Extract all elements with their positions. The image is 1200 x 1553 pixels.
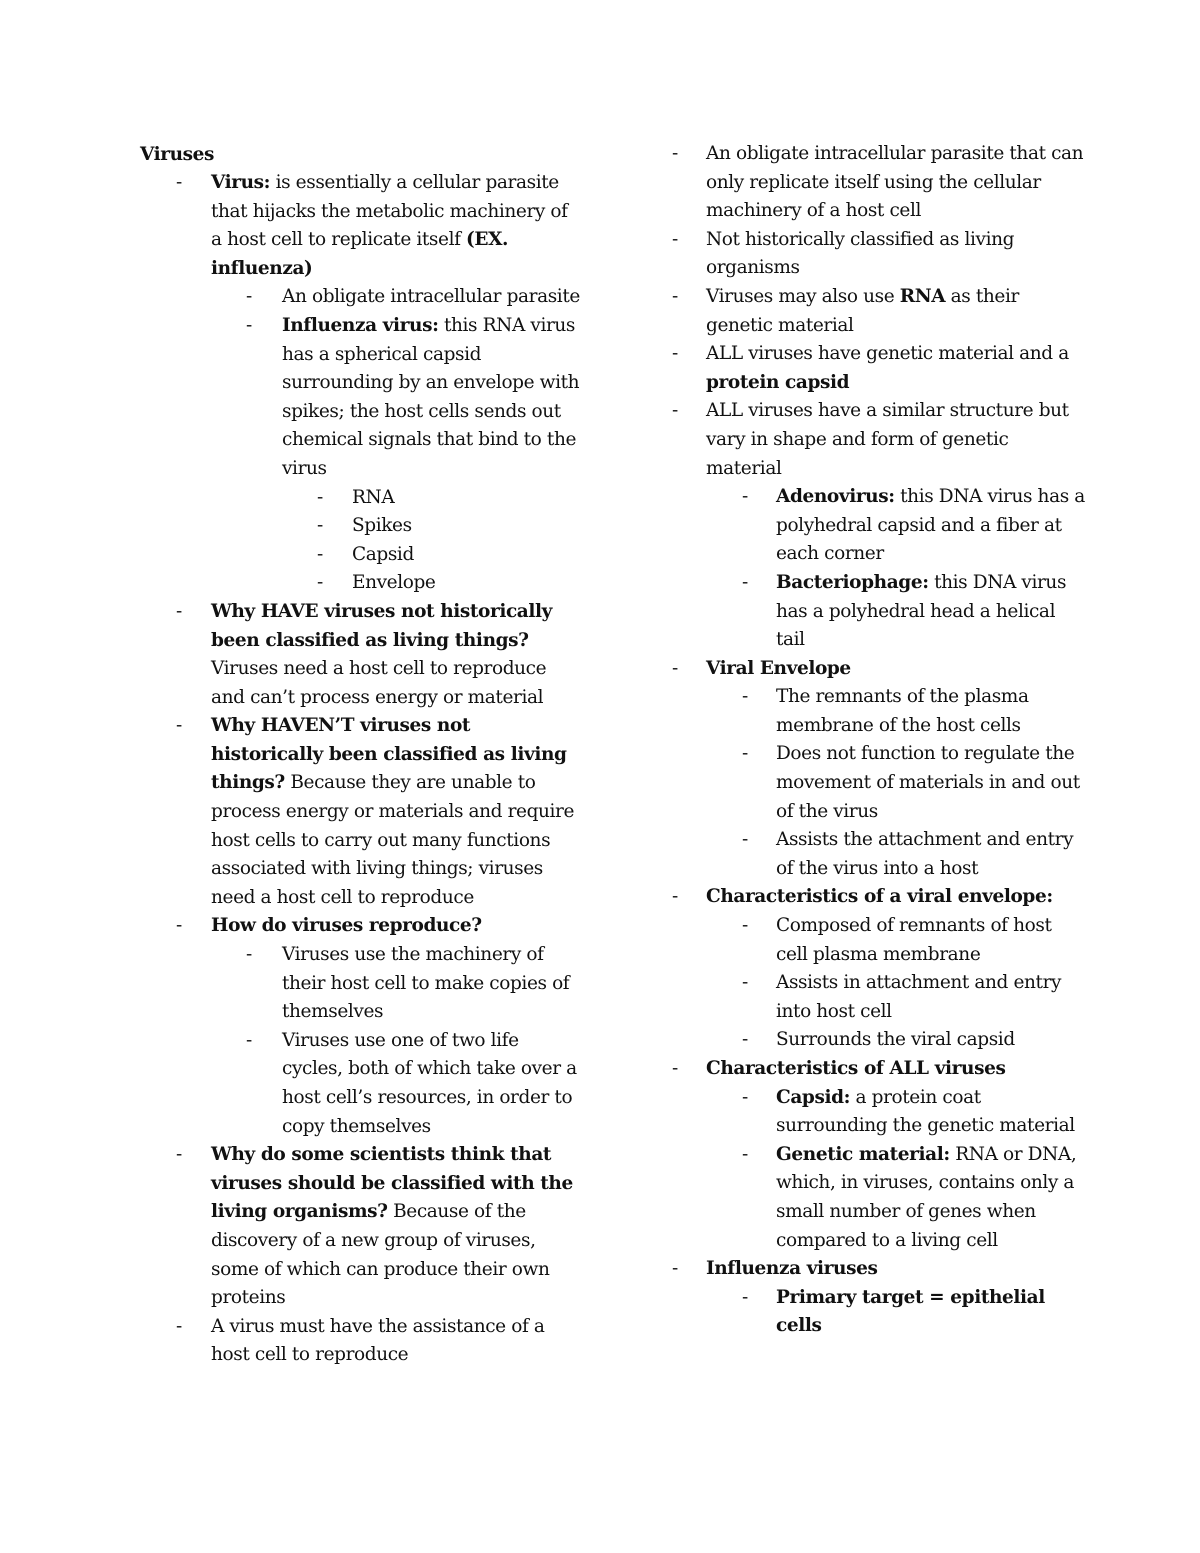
- list-item: [140, 569, 580, 598]
- list-item: [140, 598, 580, 712]
- left-column: [140, 140, 580, 1370]
- bullet-dash: -: [246, 314, 252, 336]
- item-text: Not historically classified as living organisms: [706, 228, 1015, 279]
- bullet-dash: -: [317, 543, 323, 565]
- bold-term: (EX. influenza): [211, 229, 509, 279]
- bullet-dash: -: [672, 886, 678, 908]
- bullet-dash: -: [246, 286, 252, 308]
- list-item: [668, 655, 1088, 684]
- bold-term: Virus:: [211, 172, 271, 193]
- bullet-dash: -: [742, 686, 748, 708]
- bold-term: protein capsid: [706, 371, 850, 393]
- list-item: [668, 140, 1088, 226]
- bold-term: Characteristics of ALL viruses: [706, 1058, 1006, 1079]
- item-text: this DNA virus has a polyhedral head a helical tail: [776, 571, 1067, 651]
- bullet-dash: -: [672, 343, 678, 365]
- bold-term: How do viruses reproduce?: [211, 915, 482, 937]
- list-item: [668, 483, 1088, 569]
- list-item: [140, 312, 580, 484]
- list-item: [668, 683, 1088, 740]
- item-text: Spikes: [352, 515, 412, 537]
- item-text: Assists the attachment and entry of the virus into a host: [776, 829, 1074, 879]
- list-item: [668, 826, 1088, 883]
- bullet-dash: -: [176, 600, 182, 622]
- item-text: a protein coat surrounding the genetic material: [776, 1086, 1075, 1137]
- list-item: [668, 1255, 1088, 1284]
- item-text: An obligate intracellular parasite that can only replicate itself using the cellular machinery of a host cell: [706, 143, 1084, 222]
- bullet-dash: -: [176, 172, 182, 193]
- item-text: this RNA virus has a spherical capsid surrounding by an envelope with spikes; the host cells sends out chemical signals that bind to the virus: [282, 314, 580, 479]
- right-bullet-list: [668, 140, 1088, 1341]
- list-item: [668, 740, 1088, 826]
- bold-term: Why do some scientists think that viruses should be classified with the living organisms?: [211, 1144, 573, 1223]
- left-bullet-list: [140, 169, 580, 1370]
- bullet-dash: -: [672, 228, 678, 250]
- list-item: [668, 883, 1088, 912]
- bullet-dash: -: [246, 1029, 252, 1051]
- list-item: [668, 340, 1088, 397]
- bullet-dash: -: [742, 743, 748, 765]
- item-text: Surrounds the viral capsid: [776, 1029, 1015, 1051]
- bullet-dash: -: [742, 829, 748, 851]
- bold-term: Characteristics of a viral envelope:: [706, 886, 1053, 908]
- bullet-dash: -: [672, 143, 678, 164]
- list-item: [668, 283, 1088, 340]
- bullet-dash: -: [742, 571, 748, 593]
- item-text: Viruses use one of two life cycles, both of which take over a host cell’s resources, in order to copy themselves: [282, 1029, 577, 1137]
- list-item: [668, 912, 1088, 969]
- bullet-dash: -: [742, 1086, 748, 1108]
- bullet-dash: -: [672, 1258, 678, 1280]
- list-item: [140, 169, 580, 283]
- bold-term: RNA: [899, 285, 946, 307]
- bullet-dash: -: [672, 1058, 678, 1079]
- item-text: ALL viruses have genetic material and a: [706, 343, 1069, 365]
- bold-term: Genetic material:: [776, 1143, 950, 1165]
- item-text: ALL viruses have a similar structure but vary in shape and form of genetic material: [706, 400, 1069, 479]
- list-item: [668, 1141, 1088, 1255]
- item-text: An obligate intracellular parasite: [282, 286, 580, 308]
- bullet-dash: -: [317, 515, 323, 537]
- bold-term: Influenza viruses: [706, 1258, 878, 1280]
- bullet-dash: -: [672, 657, 678, 679]
- list-item: [140, 484, 580, 513]
- bold-term: Why HAVE viruses not historically been classified as living things?: [211, 600, 553, 651]
- bold-term: Adenovirus:: [776, 486, 895, 508]
- list-item: [140, 912, 580, 941]
- right-column: [668, 140, 1088, 1341]
- bullet-dash: -: [246, 944, 252, 966]
- bullet-dash: -: [176, 1315, 182, 1337]
- list-item: [668, 569, 1088, 655]
- bold-term: Capsid:: [776, 1086, 851, 1108]
- bullet-dash: -: [317, 486, 323, 508]
- list-item: [668, 226, 1088, 283]
- list-item: [668, 1026, 1088, 1055]
- list-item: [668, 1284, 1088, 1341]
- bold-term: Bacteriophage:: [776, 571, 929, 593]
- list-item: [140, 712, 580, 912]
- list-item: [140, 1141, 580, 1313]
- list-item: [668, 1055, 1088, 1084]
- item-text: this DNA virus has a polyhedral capsid and a fiber at each corner: [776, 486, 1085, 565]
- bold-term: Why HAVEN’T viruses not historically been classified as living things?: [211, 715, 567, 794]
- bold-term: Primary target = epithelial cells: [776, 1286, 1045, 1337]
- item-text: Viruses may also use: [706, 285, 900, 307]
- bullet-dash: -: [742, 915, 748, 937]
- bullet-dash: -: [742, 972, 748, 994]
- bold-term: Influenza virus:: [282, 314, 439, 336]
- bullet-dash: -: [176, 915, 182, 937]
- bold-term: Viral Envelope: [706, 657, 851, 679]
- list-item: [140, 1313, 580, 1370]
- bullet-dash: -: [317, 572, 323, 594]
- list-item: [140, 941, 580, 1027]
- item-text: Assists in attachment and entry into host cell: [776, 972, 1062, 1022]
- item-text: Composed of remnants of host cell plasma membrane: [776, 915, 1052, 965]
- item-text: is essentially a cellular parasite that hijacks the metabolic machinery of a host cell to replicate itself: [211, 172, 568, 251]
- item-text: RNA: [352, 486, 395, 508]
- list-item: [668, 1084, 1088, 1141]
- item-text: A virus must have the assistance of a host cell to reproduce: [211, 1315, 545, 1366]
- bullet-dash: -: [742, 1286, 748, 1308]
- list-item: [140, 1027, 580, 1141]
- list-item: [140, 541, 580, 570]
- item-text: Viruses need a host cell to reproduce and can’t process energy or material: [211, 658, 547, 708]
- list-item: [668, 397, 1088, 483]
- item-text: Does not function to regulate the movement of materials in and out of the virus: [776, 743, 1080, 822]
- item-text: Because of the discovery of a new group of viruses, some of which can produce their own proteins: [211, 1201, 550, 1309]
- bullet-dash: -: [176, 1144, 182, 1166]
- page-title: Viruses: [140, 144, 215, 165]
- list-item: [668, 969, 1088, 1026]
- item-text: RNA or DNA, which, in viruses, contains only a small number of genes when compared to a living cell: [776, 1143, 1077, 1251]
- bullet-dash: -: [742, 1143, 748, 1165]
- item-text: Viruses use the machinery of their host cell to make copies of themselves: [282, 944, 570, 1023]
- item-text: Envelope: [352, 572, 436, 594]
- list-item: [140, 283, 580, 312]
- item-text: The remnants of the plasma membrane of the host cells: [776, 686, 1029, 736]
- bullet-dash: -: [672, 285, 678, 307]
- bullet-dash: -: [176, 715, 182, 737]
- item-text: as their genetic material: [706, 285, 1019, 336]
- bullet-dash: -: [672, 400, 678, 422]
- bullet-dash: -: [742, 486, 748, 508]
- item-text: Capsid: [352, 543, 414, 565]
- item-text: Because they are unable to process energy or materials and require host cells to carry out many functions associated with living things; viruses need a host cell to reproduce: [211, 772, 575, 908]
- bullet-dash: -: [742, 1029, 748, 1051]
- list-item: [140, 512, 580, 541]
